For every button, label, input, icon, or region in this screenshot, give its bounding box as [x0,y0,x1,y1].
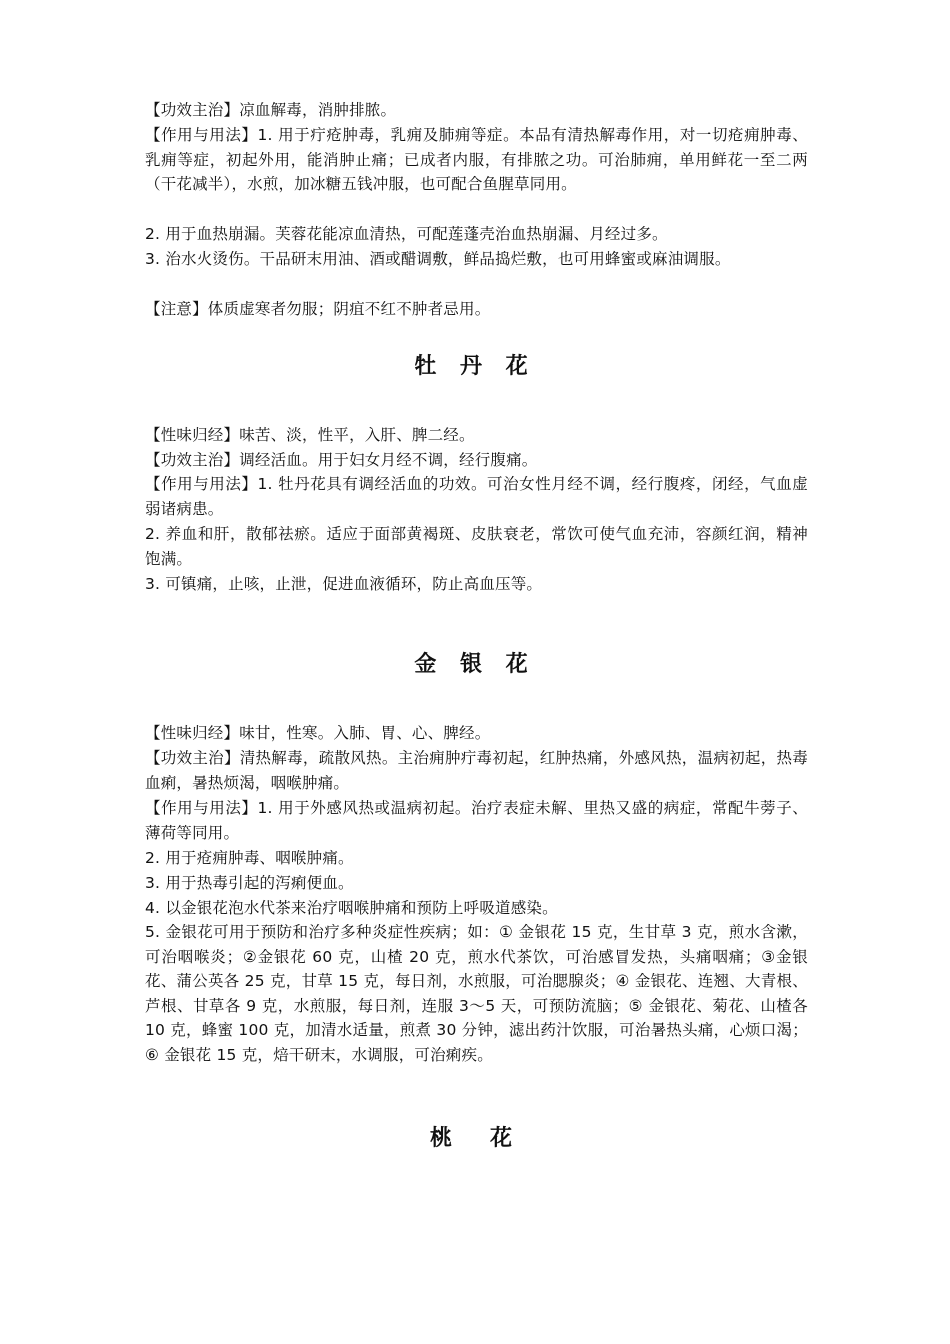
furong-item-3: 3. 治水火烫伤。干品研末用油、酒或醋调敷，鲜品捣烂敷，也可用蜂蜜或麻油调服。 [145,250,731,268]
mudan-xingwei: 【性味归经】味苦、淡，性平，入肝、脾二经。 [145,426,475,444]
furong-zuoyong: 【作用与用法】1. 用于疔疮肿毒，乳痈及肺痈等症。本品有清热解毒作用，对一切疮痈肿毒、乳痈等症，初起外用，能消肿止痛；已成者内服，有排脓之功。可治肺痈，单用鲜花一至二两（干花减半），水煎，加冰糖五钱冲服，也可配合鱼腥草同用。 [145,126,808,194]
furong-gongxiao: 【功效主治】凉血解毒，消肿排脓。 [145,101,397,119]
tao-heading: 桃 花 [429,1126,520,1151]
mudan-heading: 牡 丹 花 [414,354,536,379]
mudan-zuoyong: 【作用与用法】1. 牡丹花具有调经活血的功效。可治女性月经不调，经行腹疼，闭经，气血虚弱诸病患。 [145,475,808,518]
jinyin-item-5: 5. 金银花可用于预防和治疗多种炎症性疾病；如：① 金银花 15 克，生甘草 3 克，煎水含漱，可治咽喉炎；②金银花 60 克，山楂 20 克，煎水代茶饮，可治感冒发热，头痛咽痛；③金银花、蒲公英各 25 克，甘草 15 克，每日剂，水煎服，可治腮腺炎；④ 金银花、连翘、大青根、芦根、甘草各 9 克，水煎服，每日剂，连服 3～5 天，可预防流脑；⑤ 金银花、菊花、山楂各 10 克，蜂蜜 100 克，加清水适量，煎煮 30 分钟，滤出药汁饮服，可治暑热头痛，心烦口渴；⑥ 金银花 15 克，焙干研末，水调服，可治痢疾。 [145,923,808,1064]
mudan-gongxiao: 【功效主治】调经活血。用于妇女月经不调，经行腹痛。 [145,451,538,469]
jinyin-zuoyong: 【作用与用法】1. 用于外感风热或温病初起。治疗表症未解、里热又盛的病症，常配牛蒡子、薄荷等同用。 [145,799,808,842]
furong-item-2: 2. 用于血热崩漏。芙蓉花能凉血清热，可配莲蓬壳治血热崩漏、月经过多。 [145,225,668,243]
jinyin-item-4: 4. 以金银花泡水代茶来治疗咽喉肿痛和预防上呼吸道感染。 [145,899,558,917]
jinyin-item-3: 3. 用于热毒引起的泻痢便血。 [145,874,354,892]
jinyin-item-2: 2. 用于疮痈肿毒、咽喉肿痛。 [145,849,354,867]
jinyin-gongxiao: 【功效主治】清热解毒，疏散风热。主治痈肿疔毒初起，红肿热痛，外感风热，温病初起，热毒血痢，暑热烦渴，咽喉肿痛。 [145,749,808,792]
jinyin-heading: 金 银 花 [414,652,536,677]
jinyin-xingwei: 【性味归经】味甘，性寒。入肺、胃、心、脾经。 [145,724,491,742]
furong-zhuyi: 【注意】体质虚寒者勿服；阴疽不红不肿者忌用。 [145,300,491,318]
mudan-item-2: 2. 养血和肝，散郁祛瘀。适应于面部黄褐斑、皮肤衰老，常饮可使气血充沛，容颜红润，精神饱满。 [145,525,808,568]
mudan-item-3: 3. 可镇痛，止咳，止泄，促进血液循环，防止高血压等。 [145,575,543,593]
